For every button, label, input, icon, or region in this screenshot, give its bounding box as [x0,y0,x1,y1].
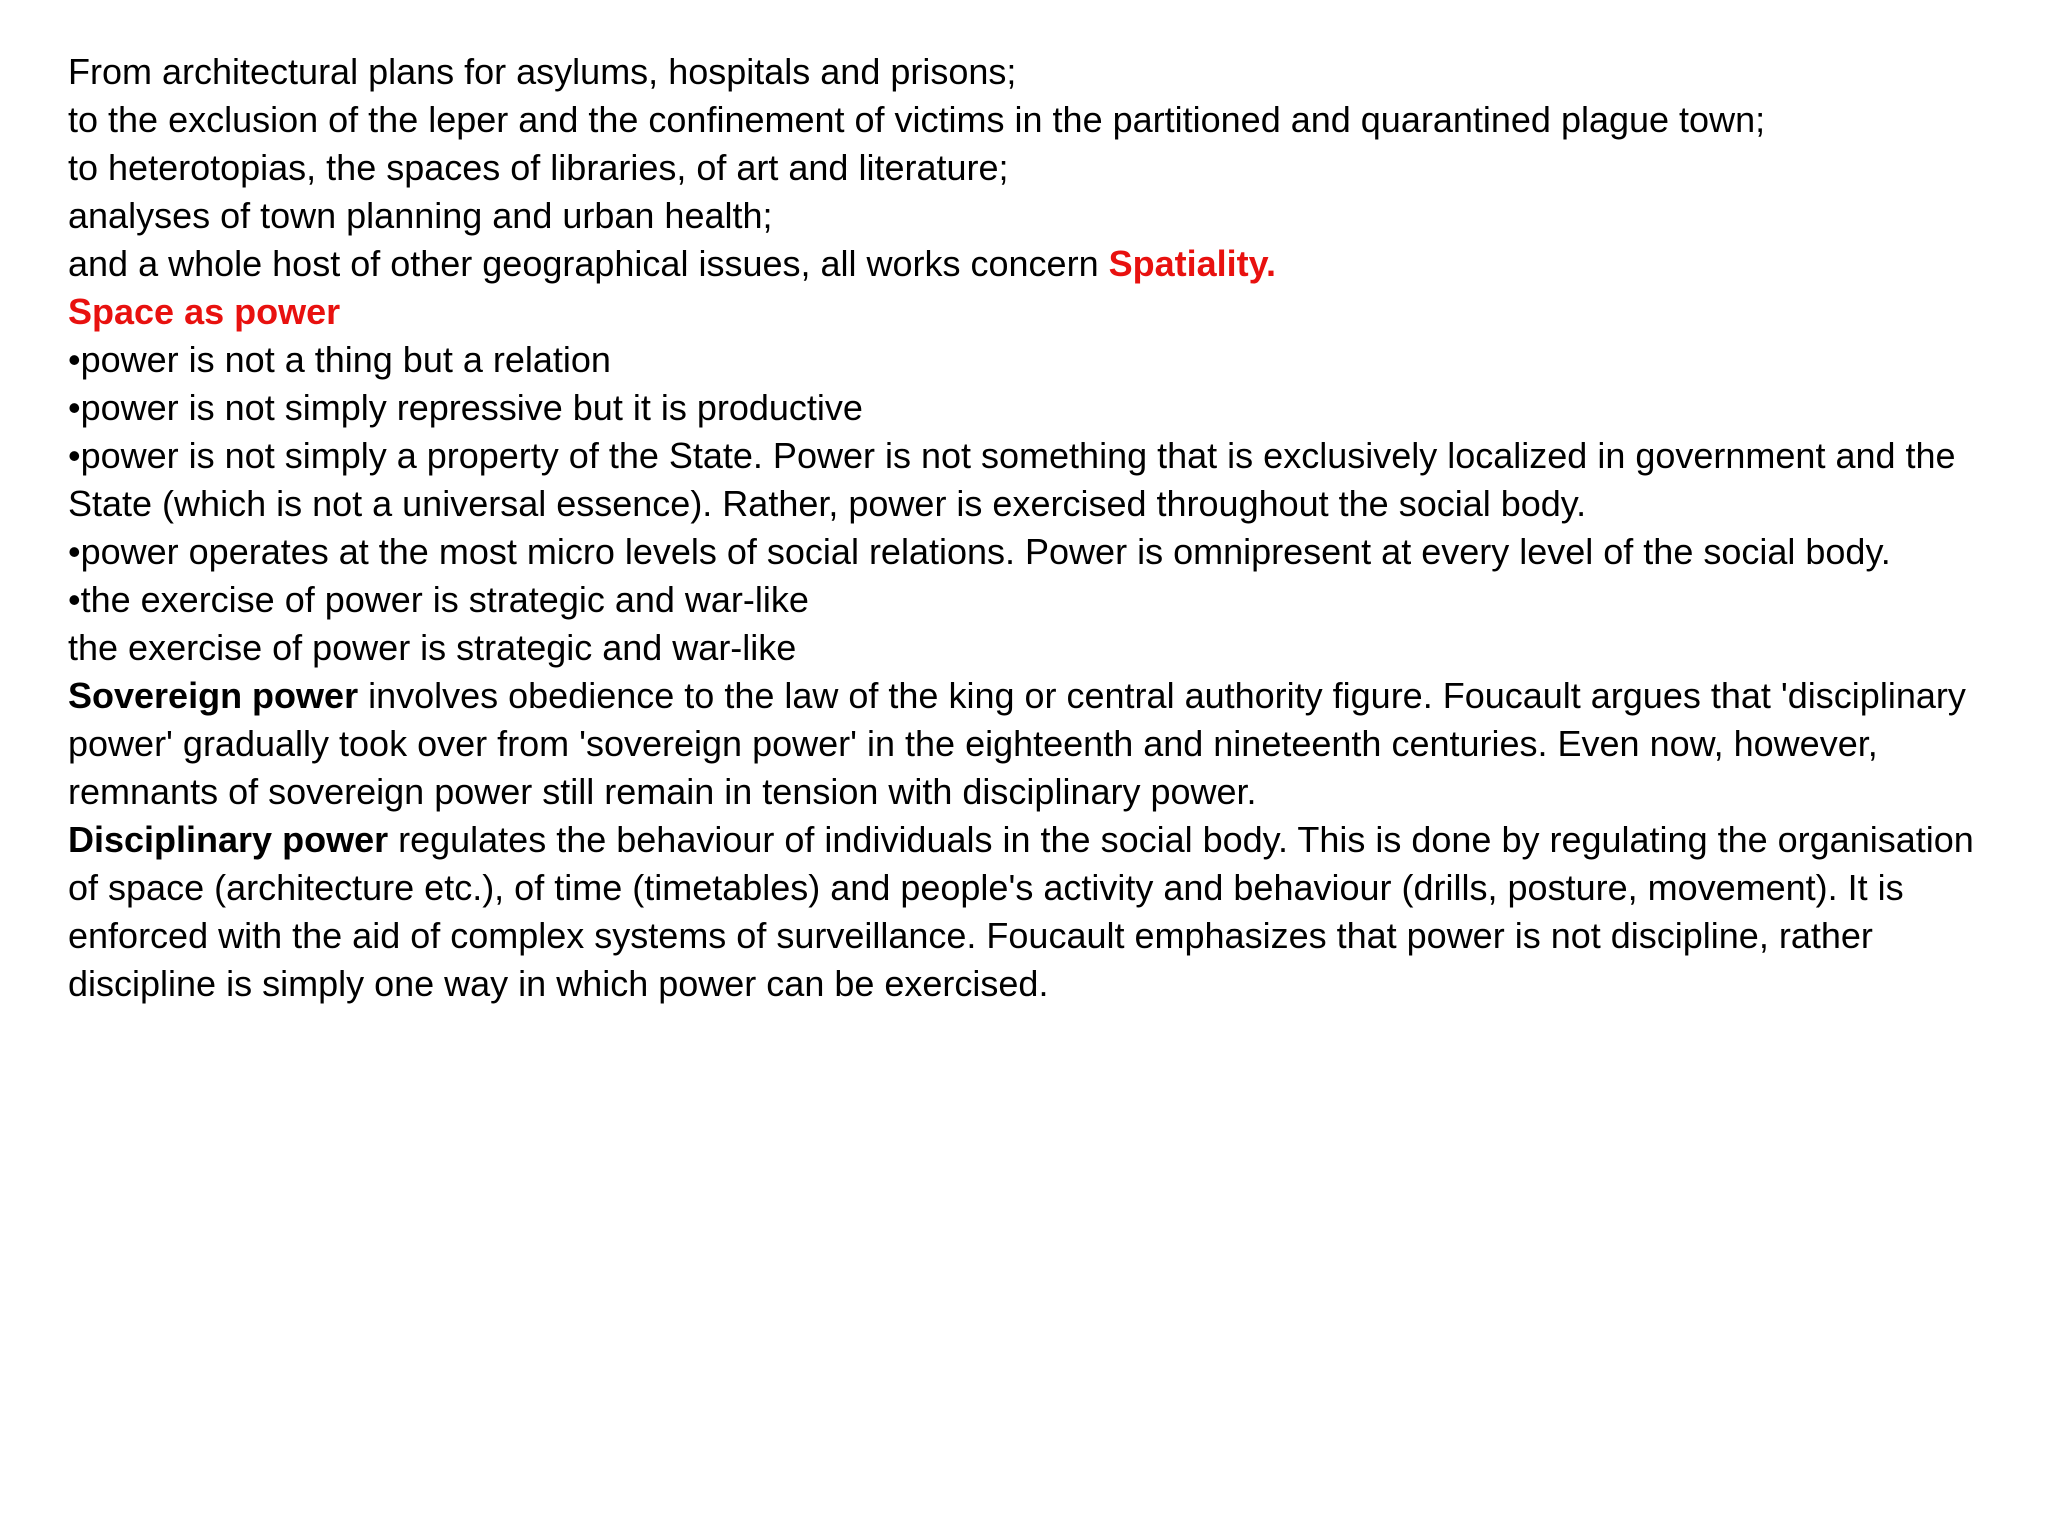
repeat-line: the exercise of power is strategic and war-like [68,627,797,668]
bullet-item: •power operates at the most micro levels of social relations. Power is omnipresent at every level of the social body. [68,531,1891,572]
intro-line-3: to heterotopias, the spaces of libraries, of art and literature; [68,147,1009,188]
intro-line-1: From architectural plans for asylums, hospitals and prisons; [68,51,1017,92]
section-heading: Space as power [68,291,341,332]
disciplinary-power-paragraph [68,816,2008,1008]
spatiality-highlight: Spatiality. [1108,243,1276,284]
sovereign-power-paragraph [68,672,2008,816]
intro-line-5-text: and a whole host of other geographical issues, all works concern [68,243,1109,284]
intro-line-5 [68,240,2018,288]
sovereign-power-text: involves obedience to the law of the king or central authority figure. Foucault argues that 'disciplinary power' gradually took over from 'sovereign power' in the eighteenth and nineteenth centuries. Even now, however, remnants of sovereign power still remain in tension with disciplinary power. [68,675,1966,812]
intro-line-4: analyses of town planning and urban health; [68,195,773,236]
bullet-item: •power is not a thing but a relation [68,339,611,380]
bullet-item: •power is not simply repressive but it is productive [68,387,863,428]
sovereign-power-term: Sovereign power [68,675,359,716]
document-body [68,48,2018,1008]
intro-line-2: to the exclusion of the leper and the confinement of victims in the partitioned and quarantined plague town; [68,99,1766,140]
bullet-item: •the exercise of power is strategic and war-like [68,579,809,620]
disciplinary-power-text: regulates the behaviour of individuals in the social body. This is done by regulating the organisation of space (architecture etc.), of time (timetables) and people's activity and behaviour (drills, posture, movement). It is enforced with the aid of complex systems of surveillance. Foucault emphasizes that power is not discipline, rather discipline is simply one way in which power can be exercised. [68,819,1974,1004]
disciplinary-power-term: Disciplinary power [68,819,389,860]
bullet-item: •power is not simply a property of the State. Power is not something that is exclusively localized in government and the State (which is not a universal essence). Rather, power is exercised throughout the social body. [68,435,1956,524]
